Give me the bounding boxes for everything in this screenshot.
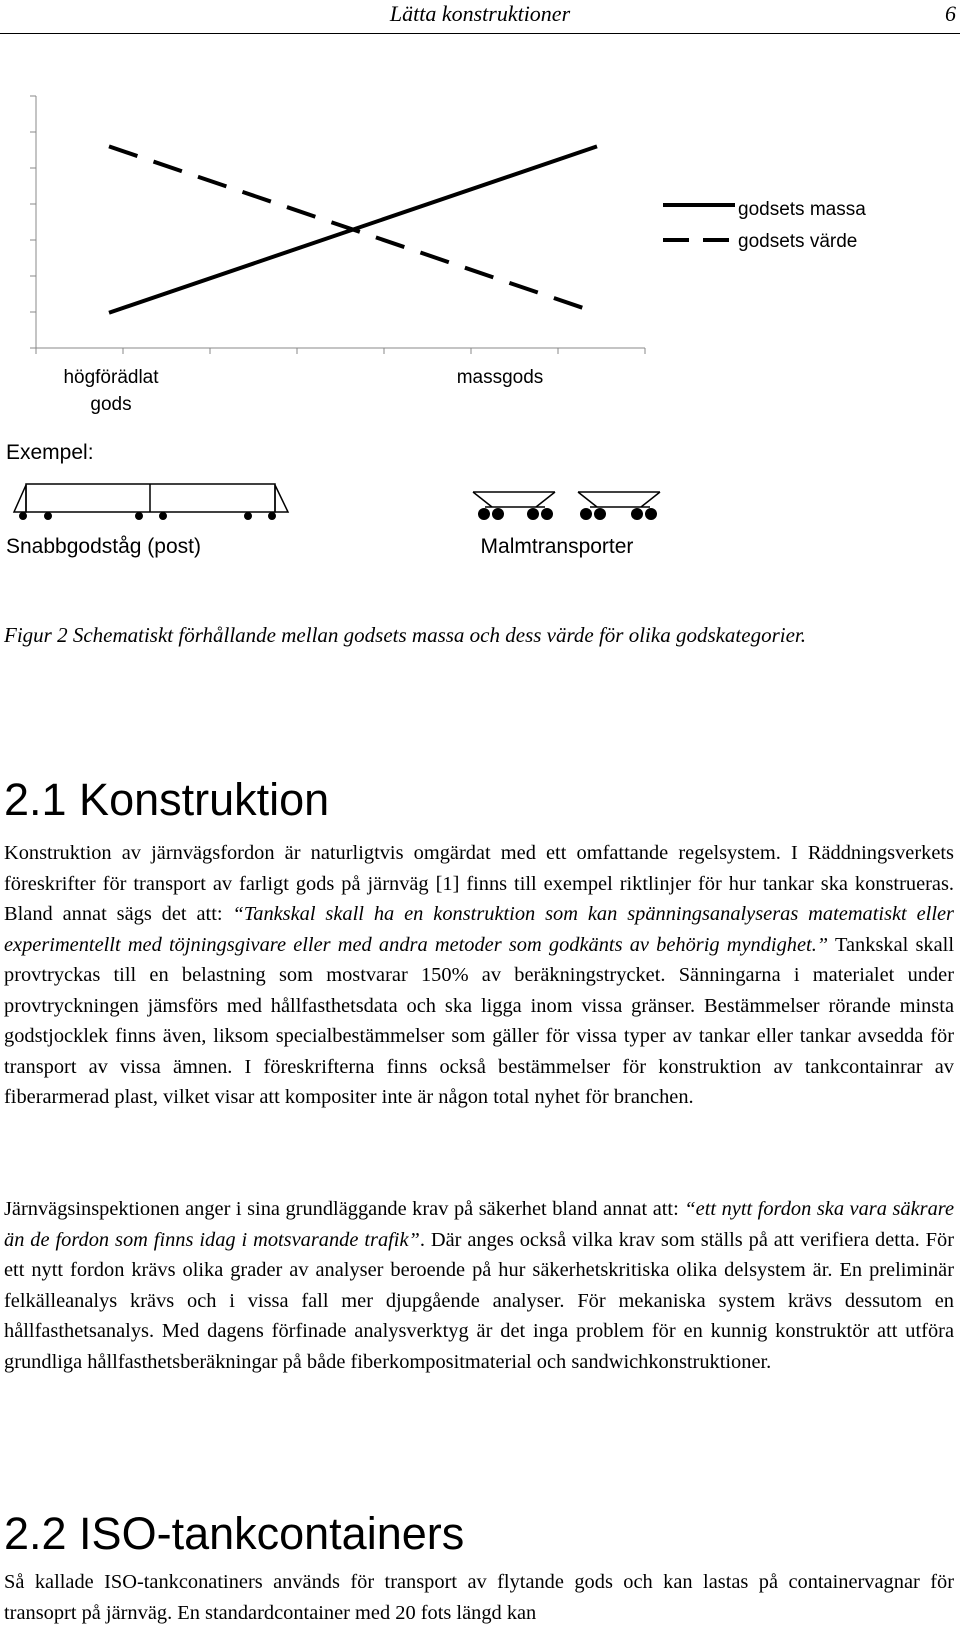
figure-caption: Figur 2 Schematiskt förhållande mellan godsets massa och dess värde för olika godskategorier. [4,623,807,647]
x-label-right: massgods [456,367,544,388]
x-label-left-2: gods [90,394,132,415]
example-label: Exempel: [6,441,94,464]
section-heading-2-1: 2.1 Konstruktion [4,774,330,825]
figure-2 [0,34,960,594]
paragraph-text: Tankskal skall provtryckas till en belastning som mostvarar 150% av beräkningstrycket. Sänningarna i materialet under provtryckningen jämsförs med hållfasthetsdata och ska ligga inom vissa gränser. Bestämmelser rörande minsta godstjocklek finns även, liksom specialbestämmelser som gäller för vissa typer av tankar eller tankar avsedda för transport av vissa ämnen. I föreskrifterna finns också bestämmelser för konstruktion av tankcontainrar av fiberarmerad plast, vilket visar att kompositer inte är någon total nyhet för branchen. [4,933,954,1108]
train-fast-freight-icon [14,484,288,520]
section-heading-2-2: 2.2 ISO-tankcontainers [4,1508,465,1559]
paragraph-text: Järnvägsinspektionen anger i sina grundläggande krav på säkerhet bland annat att: [4,1198,685,1220]
x-label-left-1: högförädlat [63,367,159,388]
paragraph-text: . Där anges också vilka krav som ställs på att verifiera detta. För ett nytt fordon krävs olika grader av analyser beroende på hur säkerhetskritiska olika delsystem är. En preliminär felkälleanalys krävs och i vissa fall mer djupgående analyser. För mekaniska system krävs dessutom en hållfasthetsanalys. Med dagens förfinade analysverktyg är det inga problem för en kunnig konstruktör att utföra grundliga hållfasthetsberäkningar på både fiberkompositmaterial och sandwichkonstruktioner. [4,1228,955,1373]
train-label-fast: Snabbgodståg (post) [6,535,201,558]
paragraph-konstruktion-1 [4,838,954,1113]
train-label-ore: Malmtransporter [480,535,634,558]
y-ticks [30,96,36,348]
legend-label-mass: godsets massa [738,199,866,220]
x-ticks [36,348,645,354]
paragraph-iso-tank: Så kallade ISO-tankconatiners används för transport av flytande gods och kan lastas på containervagnar för transoprt på järnväg. En standardcontainer med 20 fots längd kan [4,1571,954,1624]
legend [663,199,866,252]
header-title: Lätta konstruktioner [389,1,571,26]
paragraph-text: Konstruktion av järnvägsfordon är naturligtvis omgärdat med ett omfattande regelsystem. I Räddningsverkets föreskrifter för transport av farligt gods på järnväg [1] finns till exempel riktlinjer för hur tankar ska konstrueras. Bland annat sägs det att: [4,842,954,925]
quote-jarnvagsinspektionen: “ett nytt fordon ska vara säkrare än de fordon som finns idag i motsvarande trafik” [4,1198,955,1251]
running-header [0,0,960,34]
page-number: 6 [945,1,956,26]
quote-tankskal: “Tankskal skall ha en konstruktion som kan spänningsanalyseras matematiskt eller experimentellt med töjningsgivare eller med andra metoder som godkänts av behörig myndighet.” [4,903,954,956]
legend-label-value: godsets värde [738,231,858,252]
train-ore-wagons-icon [473,492,660,520]
paragraph-konstruktion-2 [4,1194,954,1377]
